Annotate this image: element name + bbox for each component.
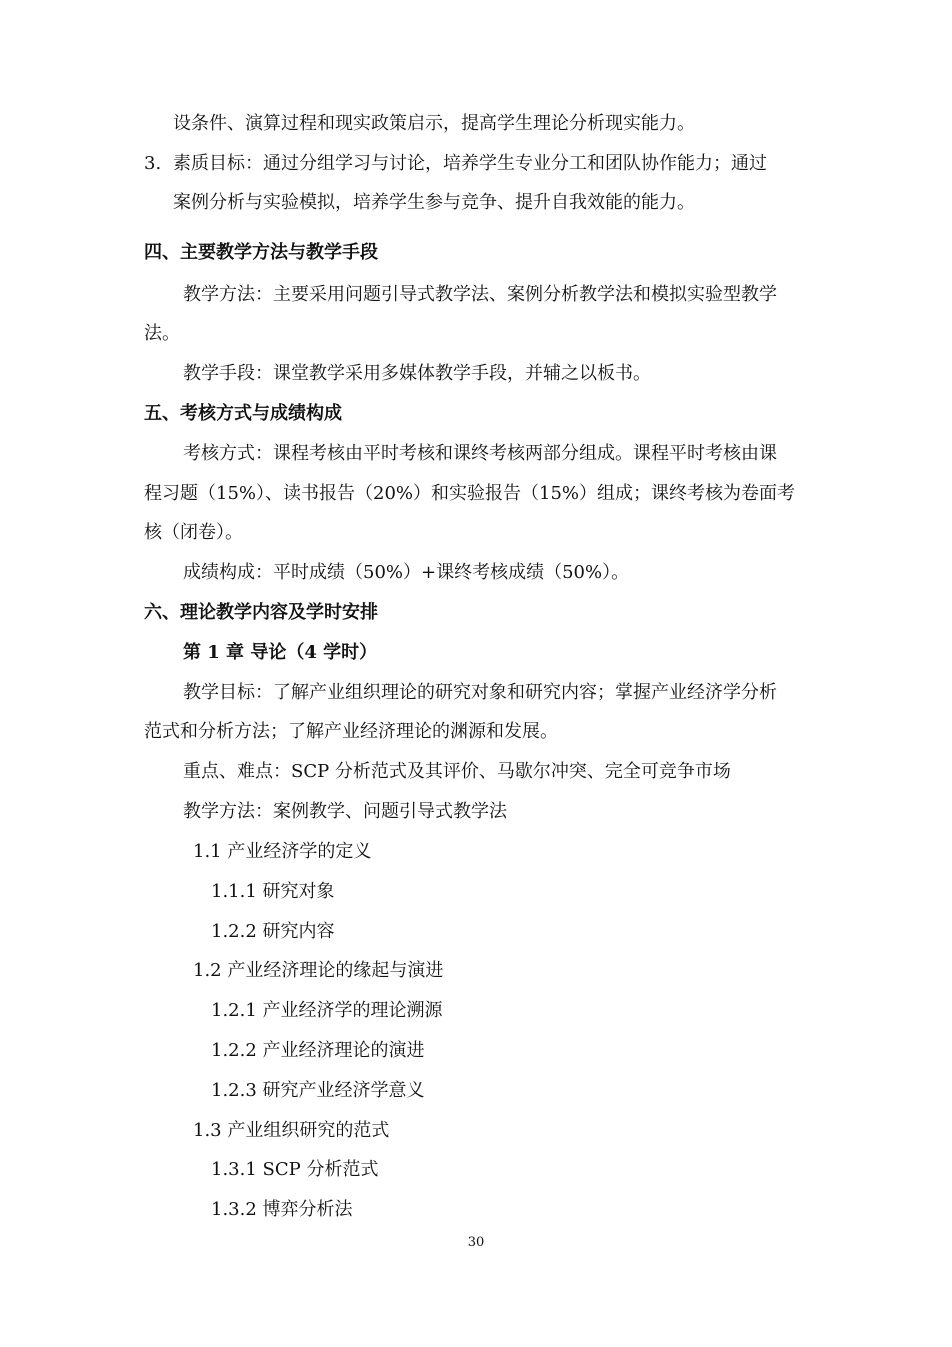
- toc-item: 1.2 产业经济理论的缘起与演进: [193, 960, 444, 981]
- toc-item: 1.2.1 产业经济学的理论溯源: [211, 1000, 443, 1021]
- text-line: 案例分析与实验模拟，培养学生参与竞争、提升自我效能的能力。: [173, 192, 695, 213]
- section-heading: 四、主要教学方法与教学手段: [144, 242, 378, 263]
- text-line: 教学手段：课堂教学采用多媒体教学手段，并辅之以板书。: [183, 363, 651, 384]
- toc-item: 1.3.2 博弈分析法: [211, 1199, 353, 1220]
- page-number: 30: [467, 1235, 485, 1250]
- text-line: 素质目标：通过分组学习与讨论，培养学生专业分工和团队协作能力；通过: [173, 153, 767, 174]
- text-line: 教学目标：了解产业组织理论的研究对象和研究内容；掌握产业经济学分析: [183, 682, 777, 703]
- text-line: 教学方法：主要采用问题引导式教学法、案例分析教学法和模拟实验型教学: [183, 284, 777, 305]
- text-line: 设条件、演算过程和现实政策启示，提高学生理论分析现实能力。: [173, 113, 695, 134]
- text-line: 程习题（15%）、读书报告（20%）和实验报告（15%）组成；课终考核为卷面考: [144, 483, 796, 504]
- text-line: 考核方式：课程考核由平时考核和课终考核两部分组成。课程平时考核由课: [183, 443, 777, 464]
- toc-item: 1.2.3 研究产业经济学意义: [211, 1080, 425, 1101]
- text-line: 重点、难点：SCP 分析范式及其评价、马歇尔冲突、完全可竞争市场: [183, 761, 731, 782]
- section-heading: 六、理论教学内容及学时安排: [144, 602, 378, 623]
- toc-item: 1.2.2 研究内容: [211, 921, 335, 942]
- text-line: 核（闭卷）。: [144, 522, 243, 543]
- toc-item: 1.1.1 研究对象: [211, 881, 335, 902]
- text-line: 范式和分析方法；了解产业经济理论的渊源和发展。: [144, 721, 558, 742]
- text-line: 成绩构成：平时成绩（50%）+课终考核成绩（50%）。: [183, 562, 630, 583]
- toc-item: 1.2.2 产业经济理论的演进: [211, 1040, 425, 1061]
- toc-item: 1.1 产业经济学的定义: [193, 841, 372, 862]
- toc-item: 1.3.1 SCP 分析范式: [211, 1159, 379, 1180]
- text-line: 法。: [144, 323, 180, 344]
- text-line: 教学方法：案例教学、问题引导式教学法: [183, 801, 507, 822]
- toc-item: 1.3 产业组织研究的范式: [193, 1120, 390, 1141]
- list-number: 3.: [144, 153, 162, 174]
- chapter-heading: 第 1 章 导论（4 学时）: [183, 642, 378, 663]
- section-heading: 五、考核方式与成绩构成: [144, 403, 342, 424]
